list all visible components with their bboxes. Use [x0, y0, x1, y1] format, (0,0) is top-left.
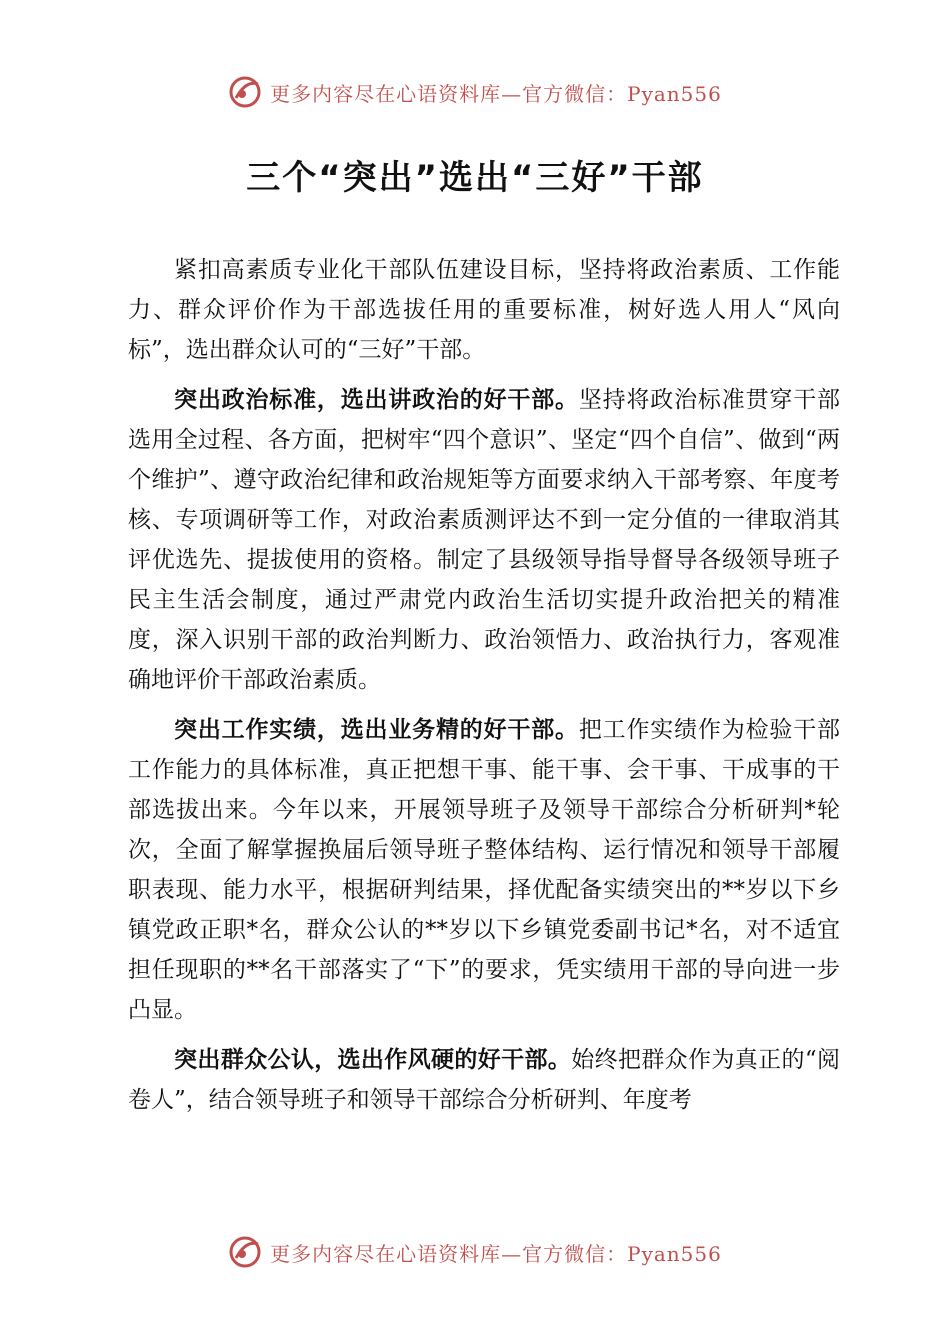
- page-title: 三个“突出”选出“三好”干部: [246, 158, 704, 198]
- header-banner: [0, 72, 950, 112]
- banner-text: 更多内容尽在心语资料库—官方微信：Pyan556: [270, 1241, 722, 1266]
- paragraph-political: [128, 380, 840, 700]
- paragraph-text: 紧扣高素质专业化干部队伍建设目标，坚持将政治素质、工作能力、群众评价作为干部选拔任用的重要标准，树好选人用人“风向标”，选出群众认可的“三好”干部。: [128, 257, 840, 363]
- paragraph-text: 坚持将政治标准贯穿干部选用全过程、各方面，把树牢“四个意识”、坚定“四个自信”、做到“两个维护”、遵守政治纪律和政治规矩等方面要求纳入干部考察、年度考核、专项调研等工作，对政治素质测评达不到一定分值的一律取消其评优选先、提拔使用的资格。制定了县级领导指导督导各级领导班子民主生活会制度，通过严肃党内政治生活切实提升政治把关的精准度，深入识别干部的政治判断力、政治领悟力、政治执行力，客观准确地评价干部政治素质。: [128, 387, 841, 693]
- paragraph-lead: 突出工作实绩，选出业务精的好干部。: [174, 717, 579, 743]
- paragraph-performance: [128, 710, 840, 1030]
- paragraph-intro: [128, 250, 840, 370]
- article-body: [128, 250, 840, 1130]
- paragraph-text: 始终把群众作为真正的“阅卷人”，结合领导班子和领导干部综合分析研判、年度考: [128, 1047, 840, 1113]
- brand-logo-icon: [228, 1234, 264, 1270]
- paragraph-text: 把工作实绩作为检验干部工作能力的具体标准，真正把想干事、能干事、会干事、干成事的干部选拔出来。今年以来，开展领导班子及领导干部综合分析研判*轮次，全面了解掌握换届后领导班子整体结构、运行情况和领导干部履职表现、能力水平，根据研判结果，择优配备实绩突出的**岁以下乡镇党政正职*名，群众公认的**岁以下乡镇党委副书记*名，对不适宜担任现职的**名干部落实了“下”的要求，凭实绩用干部的导向进一步凸显。: [128, 717, 841, 1023]
- paragraph-lead: 突出政治标准，选出讲政治的好干部。: [174, 387, 579, 413]
- paragraph-lead: 突出群众公认，选出作风硬的好干部。: [174, 1047, 572, 1073]
- brand-logo-icon: [228, 74, 264, 110]
- footer-banner: [0, 1232, 950, 1272]
- paragraph-public: [128, 1040, 840, 1120]
- banner-text: 更多内容尽在心语资料库—官方微信：Pyan556: [270, 81, 722, 106]
